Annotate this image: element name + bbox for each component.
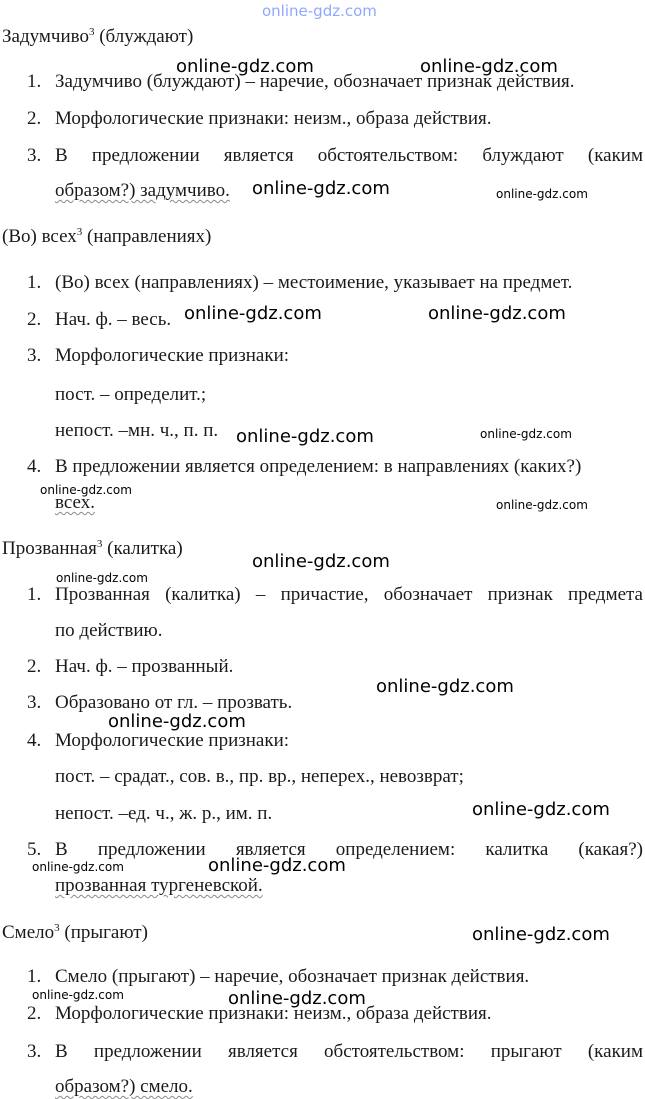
item-text-continued bbox=[55, 180, 230, 202]
watermark: online-gdz.com bbox=[496, 187, 588, 201]
item-text-continued: пост. – определит.; bbox=[55, 384, 207, 405]
watermark: online-gdz.com bbox=[108, 711, 246, 732]
watermark: online-gdz.com bbox=[428, 303, 566, 324]
heading-superscript: 3 bbox=[54, 922, 60, 934]
watermark: online-gdz.com bbox=[420, 56, 558, 77]
watermark: online-gdz.com bbox=[228, 988, 366, 1009]
underlined-answer: всех. bbox=[55, 492, 95, 513]
section-heading bbox=[2, 26, 193, 48]
section-heading bbox=[2, 538, 183, 560]
item-text: Смело (прыгают) – наречие, обозначает признак действия. bbox=[55, 966, 530, 987]
item-text: Нач. ф. – прозванный. bbox=[55, 656, 234, 677]
top-watermark: online-gdz.com bbox=[262, 2, 377, 20]
item-text: В предложении является определением: в направлениях (каких?) bbox=[55, 456, 582, 477]
watermark: online-gdz.com bbox=[40, 483, 132, 497]
item-text-continued: непост. –ед. ч., ж. р., им. п. bbox=[55, 803, 273, 824]
watermark: online-gdz.com bbox=[208, 855, 346, 876]
section-heading bbox=[2, 922, 148, 944]
watermark: online-gdz.com bbox=[32, 860, 124, 874]
heading-context: (блуждают) bbox=[99, 26, 194, 47]
item-text-continued bbox=[55, 875, 263, 897]
watermark: online-gdz.com bbox=[496, 498, 588, 512]
watermark: online-gdz.com bbox=[236, 426, 374, 447]
item-text: Морфологические признаки: bbox=[55, 345, 290, 366]
item-text: В предложении является обстоятельством: прыгают (каким bbox=[55, 1041, 643, 1062]
item-text: Прозванная (калитка) – причастие, обозначает признак предмета bbox=[55, 584, 643, 605]
heading-context: (прыгают) bbox=[64, 922, 148, 943]
item-number: 5. bbox=[27, 839, 42, 860]
item-number: 4. bbox=[27, 456, 42, 477]
heading-word: Смело bbox=[2, 922, 55, 943]
item-text-continued: непост. –мн. ч., п. п. bbox=[55, 420, 219, 441]
item-text: В предложении является определением: калитка (какая?) bbox=[55, 839, 643, 860]
watermark: online-gdz.com bbox=[376, 676, 514, 697]
heading-superscript: 3 bbox=[76, 226, 83, 238]
watermark: online-gdz.com bbox=[472, 924, 610, 945]
item-number: 3. bbox=[27, 345, 42, 366]
watermark: online-gdz.com bbox=[184, 303, 322, 324]
item-text: Нач. ф. – весь. bbox=[55, 309, 172, 330]
watermark: online-gdz.com bbox=[480, 427, 572, 441]
heading-superscript: 3 bbox=[96, 538, 103, 550]
heading-context: (калитка) bbox=[107, 538, 183, 559]
heading-context: (направлениях) bbox=[87, 226, 212, 247]
section-heading bbox=[2, 226, 211, 248]
item-number: 2. bbox=[27, 1003, 42, 1024]
item-text-continued: пост. – срадат., сов. в., пр. вр., неперех., невозврат; bbox=[55, 766, 464, 787]
item-number: 4. bbox=[27, 730, 42, 751]
item-text: Морфологические признаки: неизм., образа действия. bbox=[55, 1003, 492, 1024]
item-number: 2. bbox=[27, 108, 42, 129]
heading-word: Задумчиво bbox=[2, 26, 89, 47]
watermark: online-gdz.com bbox=[252, 178, 390, 199]
item-number: 3. bbox=[27, 145, 42, 166]
underlined-answer: прозванная тургеневской. bbox=[55, 875, 263, 896]
item-number: 3. bbox=[27, 692, 42, 713]
watermark: online-gdz.com bbox=[32, 988, 124, 1002]
item-text: Морфологические признаки: неизм., образа действия. bbox=[55, 108, 492, 129]
item-text-continued: по действию. bbox=[55, 620, 163, 641]
heading-superscript: 3 bbox=[88, 26, 95, 38]
item-number: 2. bbox=[27, 309, 42, 330]
underlined-answer: образом?) смело. bbox=[55, 1076, 193, 1097]
item-number: 3. bbox=[27, 1041, 42, 1062]
watermark: online-gdz.com bbox=[252, 551, 390, 572]
item-text: В предложении является обстоятельством: блуждают (каким bbox=[55, 145, 643, 166]
item-text: Образовано от гл. – прозвать. bbox=[55, 692, 293, 713]
item-text: Задумчиво (блуждают) – наречие, обозначает признак действия. bbox=[55, 71, 575, 92]
heading-word: Прозванная bbox=[2, 538, 97, 559]
item-number: 2. bbox=[27, 656, 42, 677]
item-number: 1. bbox=[27, 272, 42, 293]
item-text: Морфологические признаки: bbox=[55, 730, 290, 751]
item-number: 1. bbox=[27, 71, 42, 92]
item-text-continued bbox=[55, 1076, 193, 1098]
item-text: (Во) всех (направлениях) – местоимение, указывает на предмет. bbox=[55, 272, 573, 293]
item-number: 1. bbox=[27, 584, 42, 605]
heading-word: (Во) всех bbox=[2, 226, 77, 247]
underlined-answer: образом?) задумчиво. bbox=[55, 180, 230, 201]
item-number: 1. bbox=[27, 966, 42, 987]
watermark: online-gdz.com bbox=[176, 56, 314, 77]
watermark: online-gdz.com bbox=[472, 799, 610, 820]
watermark: online-gdz.com bbox=[56, 571, 148, 585]
